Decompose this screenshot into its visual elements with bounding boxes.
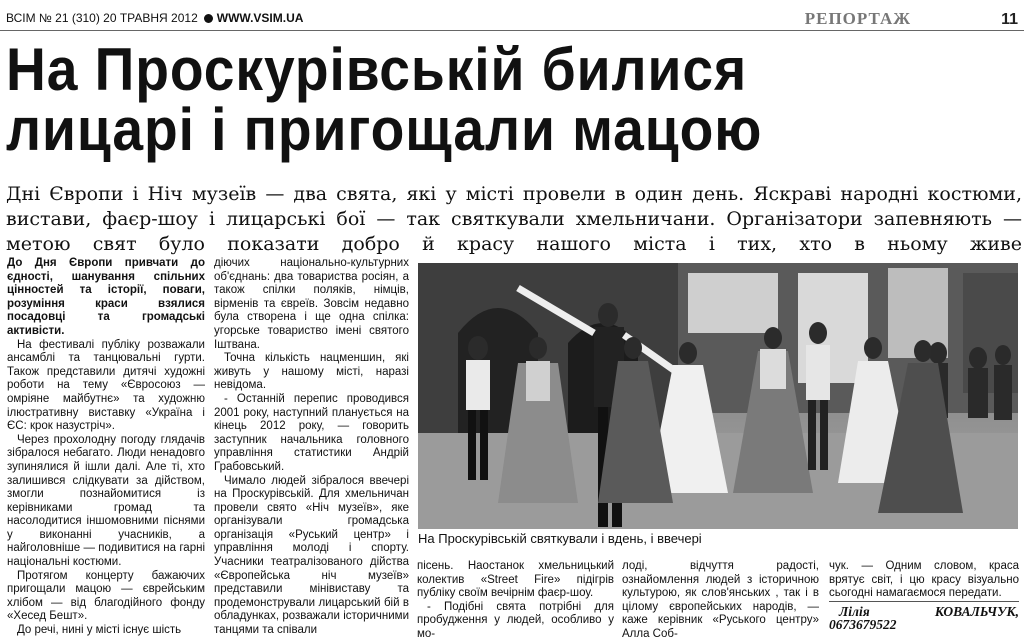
site-link[interactable]: WWW.VSIM.UA (216, 11, 304, 25)
issue-header (6, 11, 303, 25)
section-name: РЕПОРТАЖ (804, 9, 912, 28)
paragraph: пісень. Наостанок хмельницький колектив «Street Fire» підігрів публіку своїм вечірнім фаєр-шоу. (417, 560, 614, 600)
header-rule (0, 30, 1024, 31)
article-title (6, 36, 937, 163)
bullet-icon (204, 14, 213, 23)
paragraph: Через прохолодну погоду глядачів зібралося небагато. Люди ненадовго зупинялися й ішли далі. Але ті, хто залишився слідкувати за дійством, змогли познайомитися із керівниками громад та насолодитися іншомовними піснями у виконанні учасників, а найголовніше — подивитися на гарні національні костюми. (7, 433, 205, 569)
page-number: 11 (1001, 11, 1018, 28)
section-header (805, 9, 1018, 29)
text-column-5 (829, 560, 1019, 632)
paragraph: Протягом концерту бажаючих пригощали мацою — єврейським хлібом — від благодійного фонду «Хесед Бешт». (7, 569, 205, 623)
quote-paragraph: - Останній перепис проводився 2001 року, наступний планується на кінець 2012 року, — говорить заступник начальника головного управління статистики Андрій Грабовський. (214, 392, 409, 473)
article-lead: Дні Європи і Ніч музеїв — два свята, які у місті провели в один день. Яскраві народні костюми, вистави, фаєр-шоу і лицарські бої — так святкували хмельничани. Організатори запевняють — метою свят було показати добро й красу нашого міста і тих, хто в ньому живе (6, 183, 1022, 255)
text-column-4 (622, 560, 819, 642)
paragraph: чук. — Одним словом, краса врятує світ, і цю красу візуально сьогодні намагаємося передати. (829, 560, 1019, 600)
photo-image (418, 263, 1018, 529)
issue-info: ВСІМ № 21 (310) 20 ТРАВНЯ 2012 (6, 11, 198, 25)
text-column-2 (214, 257, 409, 638)
intro-paragraph: До Дня Європи привчати до єдності, шанування спільних цінностей та історії, поваги, розуміння краси взялися посадовці та громадські активісти. (7, 257, 205, 337)
paragraph: - Подібні свята потрібні для пробудження у людей, особливо у мо- (417, 600, 614, 640)
text-column-1 (7, 257, 205, 638)
paragraph: Чимало людей зібралося ввечері на Проскурівській. Для хмельничан провели свято «Ніч музеїв», яке організували громадська організація «Руський центр» і управління молоді і спорту. Учасники театралізованого дійства «Європейська ніч музеїв» представили мінівиставу та продемонстрували лицарський бій в обладунках, розважали історичними танцями та співали (214, 474, 409, 637)
title-line-2: лицарі і пригощали мацою (6, 96, 763, 163)
author-signature: Лілія КОВАЛЬЧУК, 0673679522 (829, 601, 1019, 632)
title-line-1: На Проскурівській билися (6, 36, 748, 103)
paragraph: лоді, відчуття радості, ознайомлення людей з історичною культурою, як слов'янських , так і в цілому європейських народів, — каже керівник «Руського центру» Алла Соб- (622, 560, 819, 640)
paragraph: До речі, нині у місті існує шість (17, 624, 182, 637)
paragraph: діючих національно-культурних об'єднань: два товариства росіян, а також спілки поляків, німців, вірменів та євреїв. Зовсім недавно була створена і ще одна спілка: угорське товариство імені святого Іштвана. (214, 257, 409, 351)
paragraph: Точна кількість нацменшин, які живуть у нашому місті, наразі невідома. (214, 352, 409, 392)
photo-caption: На Проскурівській святкували і вдень, і ввечері (418, 531, 702, 546)
event-photo (418, 263, 1018, 529)
paragraph: На фестивалі публіку розважали ансамблі та танцювальні гурти. Також представили дитячі художні роботи на тему «Євросоюз — омріяне майбутнє» та художню ілюстративну виставку «Україна і ЄС: крок назустріч». (7, 338, 205, 433)
text-column-3 (417, 560, 614, 642)
